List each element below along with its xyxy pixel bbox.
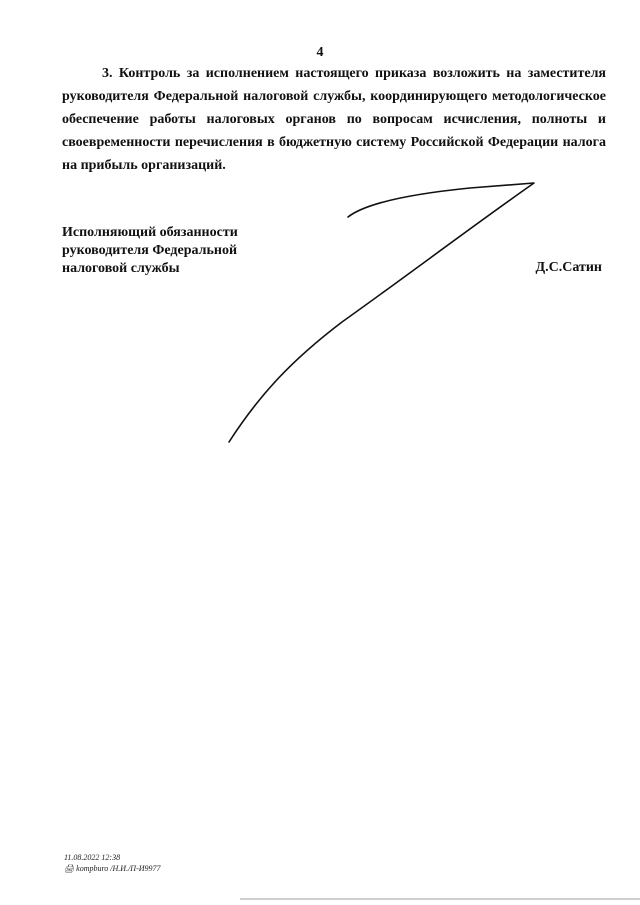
- signer-title: [62, 224, 238, 278]
- footer-line: 🖨 kompburo /Н.И./П-И9977: [64, 864, 161, 873]
- footer-stamp: [64, 852, 161, 874]
- signer-title-line: Исполняющий обязанности: [62, 225, 238, 240]
- signer-name: Д.С.Сатин: [535, 260, 602, 275]
- signer-title-line: налоговой службы: [62, 261, 180, 276]
- scan-edge-line: [240, 898, 640, 900]
- page-number: 4: [316, 45, 324, 60]
- signer-title-line: руководителя Федеральной: [62, 243, 238, 258]
- order-paragraph: 3. Контроль за исполнением настоящего приказа возложить на заместителя руководителя Федеральной налоговой службы, координирующего методологическое обеспечение работы налоговых органов по вопросам исчисления, полноты и своевременности перечисления в бюджетную систему Российской Федерации налога на прибыль организаций.: [62, 66, 606, 173]
- signature-stroke: [229, 183, 534, 442]
- footer-line: 11.08.2022 12:38: [64, 853, 121, 862]
